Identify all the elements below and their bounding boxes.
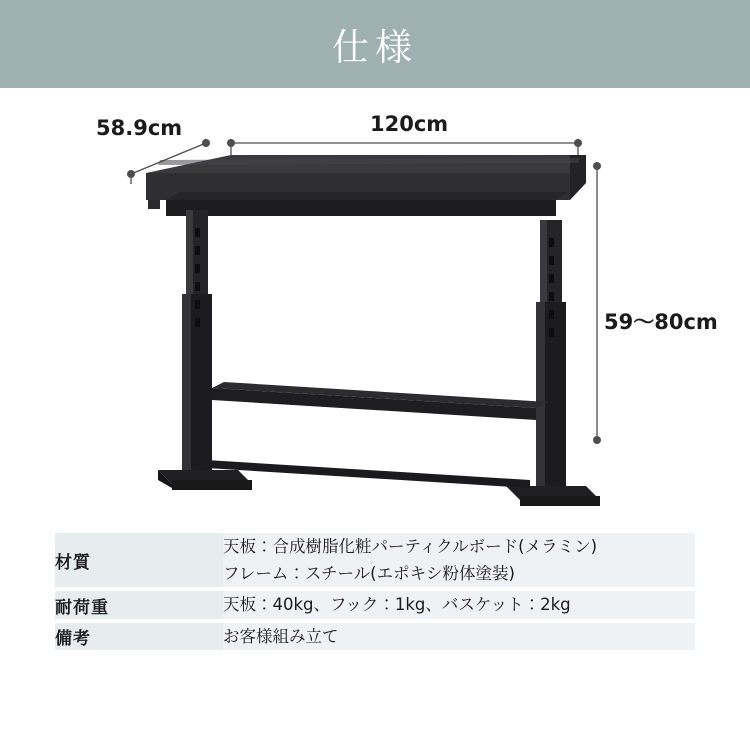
spec-value-load-capacity-line1: 天板：40kg、フック：1kg、バスケット：2kg: [223, 595, 571, 615]
spec-label-load-capacity: 耐荷重: [55, 589, 223, 620]
spec-value-material-line2: フレーム：スチール(エポキシ粉体塗装): [223, 564, 515, 584]
table-row: [55, 533, 695, 589]
table-row: [55, 621, 695, 652]
desk-apron: [148, 192, 568, 216]
table-row: [55, 589, 695, 620]
desk-drawing: [0, 88, 750, 518]
dimension-height-label: 59〜80cm: [604, 310, 718, 334]
cross-bar: [212, 382, 548, 420]
right-leg: [506, 220, 600, 506]
spec-label-remarks: 備考: [55, 621, 223, 652]
spec-label-material: 材質: [55, 533, 223, 589]
spec-value-remarks-line1: お客様組み立て: [223, 626, 339, 646]
base-rail: [206, 460, 530, 488]
dimension-width-label: 120cm: [370, 112, 449, 136]
product-illustration: [0, 88, 750, 518]
spec-value-load-capacity: [223, 589, 695, 620]
specification-table: [55, 533, 695, 654]
spec-value-remarks: [223, 621, 695, 652]
spec-value-material-line1: 天板：合成樹脂化粧パーティクルボード(メラミン): [223, 537, 598, 556]
spec-value-material: [223, 533, 695, 589]
left-leg: [158, 210, 252, 490]
dimension-depth-label: 58.9cm: [96, 116, 183, 140]
page-header: [0, 0, 750, 88]
page-title: 仕様: [332, 26, 418, 69]
